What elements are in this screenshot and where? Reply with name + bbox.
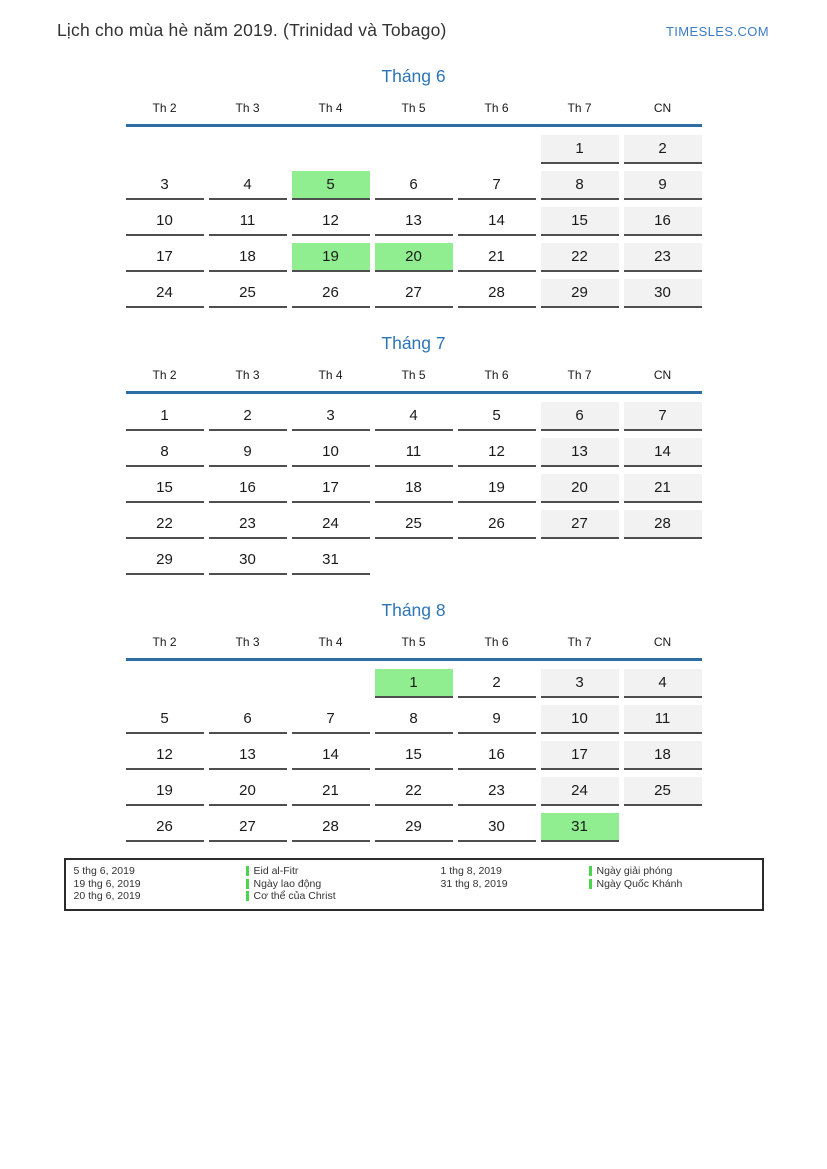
legend-holiday [246,890,441,903]
day-cell: 7 [458,171,536,200]
day-cell-empty [292,669,370,696]
day-cell: 15 [126,474,204,503]
days-grid [126,669,702,842]
day-cell: 5 [458,402,536,431]
day-cell: 1 [541,135,619,164]
legend-names-column [246,865,441,903]
day-cell: 22 [126,510,204,539]
weekday-label: Th 5 [401,101,426,115]
day-cell: 31 [292,546,370,575]
day-cell: 5 [126,705,204,734]
day-cell: 13 [375,207,453,236]
day-cell: 4 [209,171,287,200]
legend-holiday [246,865,441,878]
day-cell-empty [458,546,536,573]
weekday-label: Th 2 [152,101,177,115]
weekday-label: Th 3 [235,635,260,649]
weekday-label: Th 3 [235,101,260,115]
day-cell: 29 [375,813,453,842]
day-cell: 28 [458,279,536,308]
day-cell: 3 [292,402,370,431]
days-grid [126,402,702,575]
weekday-label: Th 6 [484,368,509,382]
day-cell: 12 [458,438,536,467]
day-cell: 26 [292,279,370,308]
page-title: Lịch cho mùa hè năm 2019. (Trinidad và Tobago) [57,20,447,40]
legend-date: 31 thg 8, 2019 [440,877,508,890]
day-cell: 8 [541,171,619,200]
day-cell: 10 [541,705,619,734]
day-cell-empty [541,546,619,573]
day-cell-empty [624,546,702,573]
legend-holiday [246,878,441,891]
weekday-label: Th 5 [401,635,426,649]
weekday-label: Th 4 [318,101,343,115]
day-cell-empty [375,546,453,573]
day-cell: 8 [126,438,204,467]
day-cell: 24 [541,777,619,806]
day-cell: 9 [458,705,536,734]
day-cell: 13 [209,741,287,770]
day-cell: 1 [375,669,453,698]
weekday-label: Th 6 [484,101,509,115]
day-cell-empty [209,669,287,696]
legend-date: 5 thg 6, 2019 [73,865,135,877]
day-cell: 21 [624,474,702,503]
weekday-label: Th 6 [484,635,509,649]
day-cell: 11 [209,207,287,236]
day-cell: 12 [126,741,204,770]
day-cell: 2 [458,669,536,698]
day-cell: 27 [375,279,453,308]
day-cell: 25 [375,510,453,539]
weekday-label: CN [653,635,672,649]
day-cell: 1 [126,402,204,431]
day-cell: 3 [541,669,619,698]
day-cell: 27 [541,510,619,539]
day-cell: 17 [541,741,619,770]
legend-holiday [589,865,762,878]
day-cell: 21 [458,243,536,272]
day-cell: 30 [209,546,287,575]
legend-holiday-label: Cơ thể của Christ [253,890,336,902]
legend-holiday-label: Ngày lao động [253,877,322,890]
day-cell: 3 [126,171,204,200]
holiday-tick-icon [246,866,249,876]
day-cell: 20 [209,777,287,806]
site-link[interactable]: TIMESLES.COM [665,24,769,39]
day-cell: 18 [209,243,287,272]
holiday-tick-icon [589,879,592,889]
weekday-label: Th 7 [567,368,592,382]
day-cell: 4 [624,669,702,698]
legend-holiday-label: Ngày Quốc Khánh [596,877,683,890]
day-cell: 14 [458,207,536,236]
day-cell-empty [624,813,702,840]
month-2 [126,333,702,575]
day-cell: 17 [292,474,370,503]
day-cell: 13 [541,438,619,467]
day-cell: 6 [209,705,287,734]
holiday-tick-icon [246,891,249,901]
header-rule [126,658,702,661]
day-cell: 14 [292,741,370,770]
legend-dates-column [74,865,246,903]
weekday-label: Th 2 [152,368,177,382]
weekday-label: Th 5 [401,368,426,382]
day-cell: 28 [292,813,370,842]
day-cell-empty [126,135,204,162]
legend-dates-column [441,865,589,903]
weekday-label: Th 4 [318,635,343,649]
day-cell-empty [292,135,370,162]
weekday-header-row [126,368,702,391]
day-cell: 22 [541,243,619,272]
day-cell: 23 [209,510,287,539]
day-cell: 16 [624,207,702,236]
weekday-label: Th 3 [235,368,260,382]
weekday-label: Th 2 [152,635,177,649]
holiday-tick-icon [246,879,249,889]
day-cell: 7 [292,705,370,734]
day-cell-empty [375,135,453,162]
day-cell-empty [458,135,536,162]
day-cell: 9 [624,171,702,200]
day-cell: 10 [292,438,370,467]
day-cell: 5 [292,171,370,200]
page-header [0,0,827,41]
day-cell: 19 [126,777,204,806]
weekday-header-row [126,635,702,658]
day-cell: 18 [624,741,702,770]
weekday-label: CN [653,101,672,115]
day-cell: 28 [624,510,702,539]
day-cell: 20 [375,243,453,272]
day-cell: 11 [624,705,702,734]
weekday-label: Th 7 [567,101,592,115]
day-cell: 17 [126,243,204,272]
day-cell: 23 [624,243,702,272]
day-cell: 15 [375,741,453,770]
day-cell: 23 [458,777,536,806]
day-cell: 2 [209,402,287,431]
day-cell: 16 [458,741,536,770]
day-cell: 25 [209,279,287,308]
day-cell: 22 [375,777,453,806]
day-cell: 31 [541,813,619,842]
day-cell: 27 [209,813,287,842]
calendar-months [0,66,827,842]
day-cell: 18 [375,474,453,503]
day-cell: 14 [624,438,702,467]
day-cell: 9 [209,438,287,467]
day-cell: 8 [375,705,453,734]
month-1 [126,66,702,308]
day-cell: 26 [458,510,536,539]
day-cell: 20 [541,474,619,503]
day-cell: 19 [458,474,536,503]
legend-holiday [589,878,762,891]
day-cell: 16 [209,474,287,503]
day-cell: 24 [126,279,204,308]
day-cell: 4 [375,402,453,431]
day-cell-empty [126,669,204,696]
day-cell: 29 [541,279,619,308]
day-cell: 2 [624,135,702,164]
day-cell: 19 [292,243,370,272]
legend-date: 19 thg 6, 2019 [73,877,141,890]
day-cell: 30 [624,279,702,308]
legend-box [64,858,764,911]
day-cell: 6 [375,171,453,200]
month-title: Tháng 8 [381,600,446,620]
month-3 [126,600,702,842]
header-rule [126,124,702,127]
month-title: Tháng 6 [381,66,446,86]
day-cell: 6 [541,402,619,431]
header-rule [126,391,702,394]
legend-names-column [589,865,762,903]
day-cell: 26 [126,813,204,842]
days-grid [126,135,702,308]
day-cell: 30 [458,813,536,842]
holiday-tick-icon [589,866,592,876]
day-cell: 15 [541,207,619,236]
day-cell: 24 [292,510,370,539]
day-cell: 10 [126,207,204,236]
day-cell: 29 [126,546,204,575]
day-cell: 21 [292,777,370,806]
day-cell: 11 [375,438,453,467]
legend-holiday-label: Eid al-Fitr [253,865,299,877]
weekday-label: Th 7 [567,635,592,649]
day-cell: 7 [624,402,702,431]
day-cell-empty [209,135,287,162]
legend-holiday-label: Ngày giải phóng [596,865,673,877]
day-cell: 25 [624,777,702,806]
month-title: Tháng 7 [381,333,446,353]
day-cell: 12 [292,207,370,236]
weekday-label: Th 4 [318,368,343,382]
legend-date: 1 thg 8, 2019 [440,865,502,877]
legend-date: 20 thg 6, 2019 [73,890,141,902]
weekday-label: CN [653,368,672,382]
weekday-header-row [126,101,702,124]
